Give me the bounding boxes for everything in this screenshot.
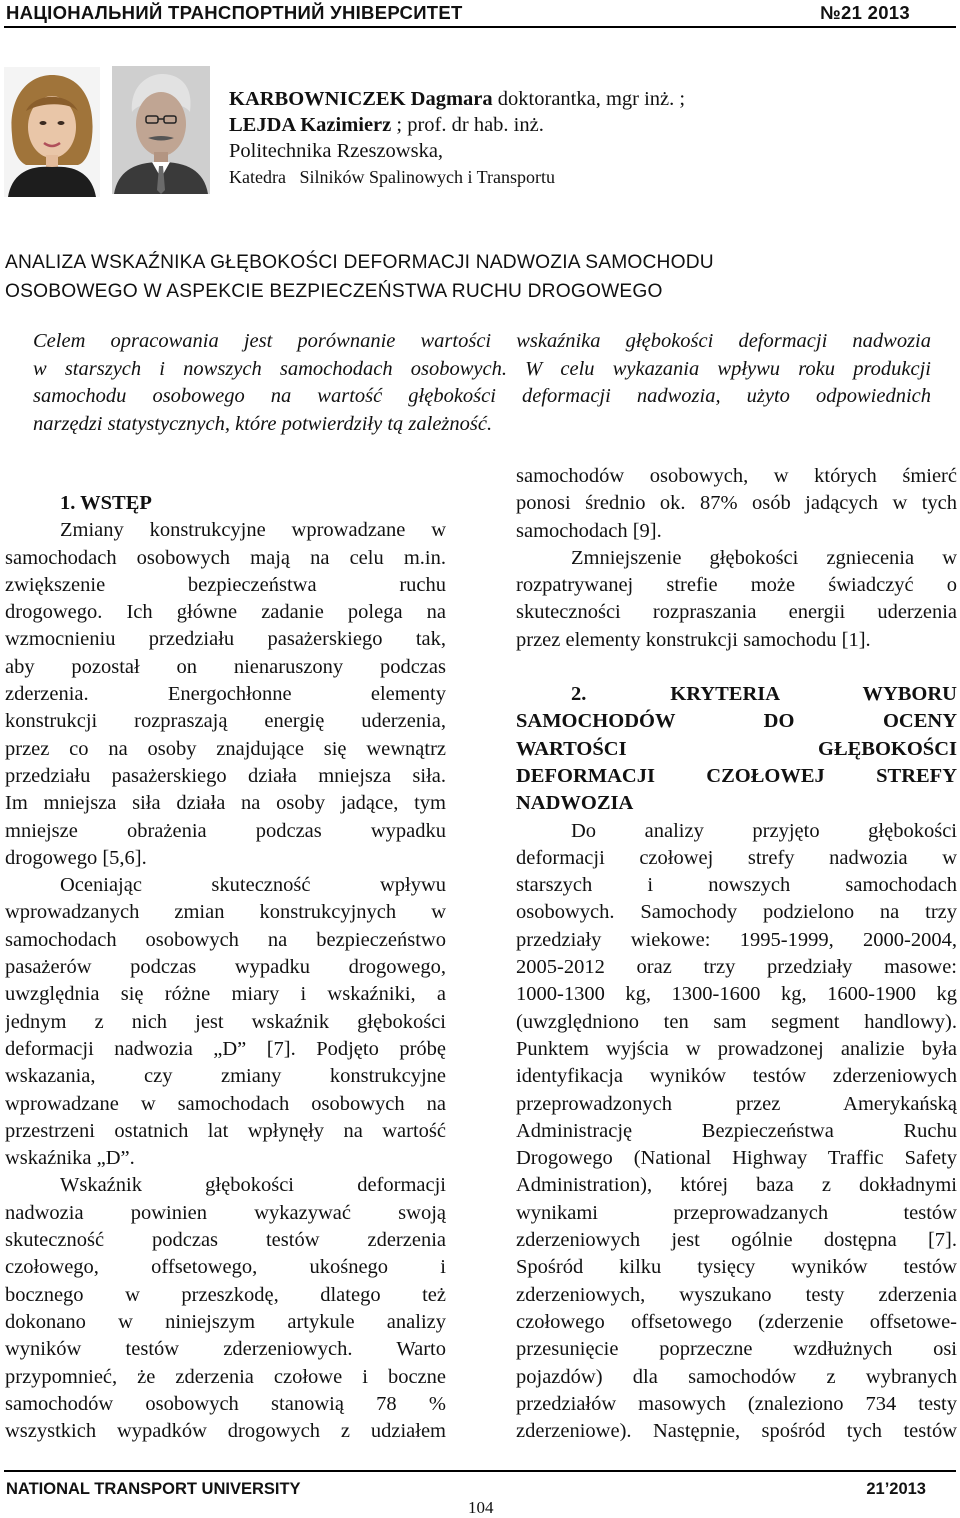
text-line: przedziały wiekowe: 1995-1999, 2000-2004,	[516, 928, 957, 951]
text-line: jednym z nich jest wskaźnik głębokości	[5, 1010, 446, 1033]
text-line: przez elementy konstrukcji samochodu [1].	[516, 628, 871, 651]
text-line: skuteczność podczas testów zderzenia	[5, 1229, 446, 1252]
text-line: Do analizy przyjęto głębokości	[571, 819, 957, 842]
author-2-title: ; prof. dr hab. inż.	[391, 114, 544, 136]
text-line: pasażerów podczas wypadku drogowego,	[5, 956, 446, 979]
text-line: Spośród kilku tysięcy wyników testów	[516, 1256, 957, 1279]
text-line: wskaźnika „D”.	[5, 1147, 135, 1170]
text-line: wskazania, czy zmiany konstrukcyjne	[5, 1065, 446, 1088]
text-line: uwzględnia się różne miary i wskaźniki, a	[5, 983, 446, 1006]
text-line: wyników testów zderzeniowych. Warto	[5, 1338, 446, 1361]
text-line: bocznego w przeszkodę, dlatego też	[5, 1283, 446, 1306]
abstract-line: samochodu osobowego na wartość głębokości deformacji nadwozia, użyto odpowiednich	[33, 385, 931, 407]
text-line: konstrukcji rozpraszają energię uderzenia,	[5, 710, 446, 733]
text-line: przedziałów masowych (znaleziono 734 testy	[516, 1392, 957, 1415]
text-line: przez co na osoby znajdujące się wewnątrz	[5, 737, 446, 760]
header-journal: НАЦІОНАЛЬНИЙ ТРАНСПОРТНИЙ УНІВЕРСИТЕТ	[6, 2, 463, 23]
text-line: Im mniejsza siła działa na osoby jadące, tym	[5, 792, 446, 815]
page-footer	[4, 1470, 956, 1498]
text-line: przesunięcie poprzeczne wzdłużnych osi	[516, 1338, 957, 1361]
text-line: starszych i nowszych samochodach	[516, 874, 957, 897]
text-line: samochodach osobowych na bezpieczeństwo	[5, 928, 446, 951]
text-line: przedziału pasażerskiego działa mniejsza siła.	[5, 764, 446, 787]
author-1-title: doktorantka, mgr inż. ;	[492, 88, 686, 110]
text-line: Administration), której baza z dokładnymi	[516, 1174, 957, 1197]
title-line-2: OSOBOWEGO W ASPEKCIE BEZPIECZEŃSTWA RUCHU DROGOWEGO	[5, 281, 663, 302]
section-heading-2-line: DEFORMACJI CZOŁOWEJ STREFY	[516, 764, 957, 787]
author-photo-woman	[4, 67, 100, 197]
text-line: przypomnieć, że zderzenia czołowe i boczne	[5, 1365, 446, 1388]
author-photo-man	[112, 66, 210, 194]
text-line: rozpatrywanej strefie może świadczyć o	[516, 574, 957, 597]
text-line: wszystkich wypadków drogowych z udziałem	[5, 1420, 446, 1443]
text-line: skuteczności rozpraszania energii uderzenia	[516, 601, 957, 624]
text-line: Zmiany konstrukcyjne wprowadzane w	[60, 519, 446, 542]
footer-issue: 21’2013	[866, 1480, 926, 1498]
author-line-1	[229, 86, 949, 112]
text-line: Wskaźnik głębokości deformacji	[60, 1174, 446, 1197]
text-line: wzmocnieniu przedziału pasażerskiego tak,	[5, 628, 446, 651]
text-line: drogowego [5,6].	[5, 846, 147, 869]
text-line: samochodach osobowych mają na celu m.in.	[5, 546, 446, 569]
text-line: wprowadzane w samochodach osobowych na	[5, 1092, 446, 1115]
section-heading-2-line: WARTOŚCI GŁĘBOKOŚCI	[516, 737, 957, 760]
text-line: (uwzględniono ten sam segment handlowy).	[516, 1010, 957, 1033]
section-heading-2-line: SAMOCHODÓW DO OCENY	[516, 710, 957, 733]
text-line: osobowych. Samochody podzielono na trzy	[516, 901, 957, 924]
text-line: aby pozostał on nienaruszony podczas	[5, 655, 446, 678]
affiliation-university: Politechnika Rzeszowska,	[229, 140, 444, 162]
body-column-right	[516, 463, 957, 1445]
footer-university: NATIONAL TRANSPORT UNIVERSITY	[6, 1480, 301, 1498]
text-line: drogowego. Ich główne zadanie polega na	[5, 601, 446, 624]
text-line: deformacji nadwozia „D” [7]. Podjęto próbę	[5, 1037, 446, 1060]
author-line-2	[229, 112, 949, 138]
text-line: zderzenia. Energochłonne elementy	[5, 683, 446, 706]
abstract-line: Celem opracowania jest porównanie wartości wskaźnika głębokości deformacji nadwozia	[33, 330, 931, 352]
body-column-left	[5, 490, 446, 1445]
abstract-line: w starszych i nowszych samochodach osobowych. W celu wykazania wpływu roku produkcji	[33, 357, 931, 380]
text-line: Administrację Bezpieczeństwa Ruchu	[516, 1119, 957, 1142]
text-line: Oceniając skuteczność wpływu	[60, 874, 446, 897]
text-line: pojazdów) dla samochodów z wybranych	[516, 1365, 957, 1388]
text-line: zderzeniowe). Następnie, spośród tych testów	[516, 1420, 957, 1443]
text-line: zderzeniowych, wyszukano testy zderzenia	[516, 1283, 957, 1306]
page-number: 104	[468, 1498, 494, 1517]
text-line: Drogowego (National Highway Traffic Safety	[516, 1147, 957, 1170]
text-line: samochodach [9].	[516, 519, 662, 542]
text-line: dokonano w niniejszym artykule analizy	[5, 1310, 446, 1333]
section-spacer	[516, 654, 957, 681]
section-heading-2: 2. KRYTERIA WYBORU	[571, 683, 957, 706]
text-line: zderzeniowych jest ogólnie dostępna [7].	[516, 1229, 957, 1252]
text-line: 1000-1300 kg, 1300-1600 kg, 1600-1900 kg	[516, 983, 957, 1006]
text-line: czołowego, offsetowego, ukośnego i	[5, 1256, 446, 1279]
section-heading-1: 1. WSTĘP	[60, 492, 152, 514]
text-line: przestrzeni ostatnich lat wpłynęły na wartość	[5, 1119, 446, 1142]
author-affiliation	[229, 86, 949, 190]
affiliation-department: Katedra Silników Spalinowych i Transportu	[229, 167, 555, 187]
text-line: wynikami przeprowadzanych testów	[516, 1201, 957, 1224]
page-header	[4, 0, 956, 28]
author-1-name: KARBOWNICZEK Dagmara	[229, 88, 493, 110]
text-line: zwiększenie bezpieczeństwa ruchu	[5, 573, 446, 596]
text-line: identyfikacja wyników testów zderzeniowych	[516, 1065, 957, 1088]
text-line: wprowadzanych zmian konstrukcyjnych w	[5, 901, 446, 924]
title-line-1: ANALIZA WSKAŹNIKA GŁĘBOKOŚCI DEFORMACJI NADWOZIA SAMOCHODU	[5, 252, 714, 273]
author-2-name: LEJDA Kazimierz	[229, 114, 392, 136]
text-line: Zmniejszenie głębokości zgniecenia w	[571, 546, 957, 569]
header-issue: №21 2013	[820, 2, 910, 23]
text-line: samochodów osobowych stanowią 78 %	[5, 1392, 446, 1415]
abstract-line: narzędzi statystycznych, które potwierdziły tą zależność.	[33, 412, 493, 435]
text-line: ponosi średnio ok. 87% osób jadących w tych	[516, 492, 957, 515]
section-heading-2-line: NADWOZIA	[516, 792, 634, 815]
text-line: 2005-2012 oraz trzy przedziały masowe:	[516, 956, 957, 979]
text-line: deformacji czołowej strefy nadwozia w	[516, 846, 957, 869]
text-line: czołowego offsetowego (zderzenie offsetowe-	[516, 1310, 957, 1333]
text-line: przeprowadzonych przez Amerykańską	[516, 1092, 957, 1115]
text-line: Punktem wyjścia w prowadzonej analizie była	[516, 1037, 957, 1060]
article-title	[5, 248, 955, 306]
text-line: samochodów osobowych, w których śmierć	[516, 465, 957, 487]
text-line: nadwozia powinien wykazywać swoją	[5, 1201, 446, 1224]
text-line: mniejsze obrażenia podczas wypadku	[5, 819, 446, 842]
abstract	[33, 328, 931, 438]
